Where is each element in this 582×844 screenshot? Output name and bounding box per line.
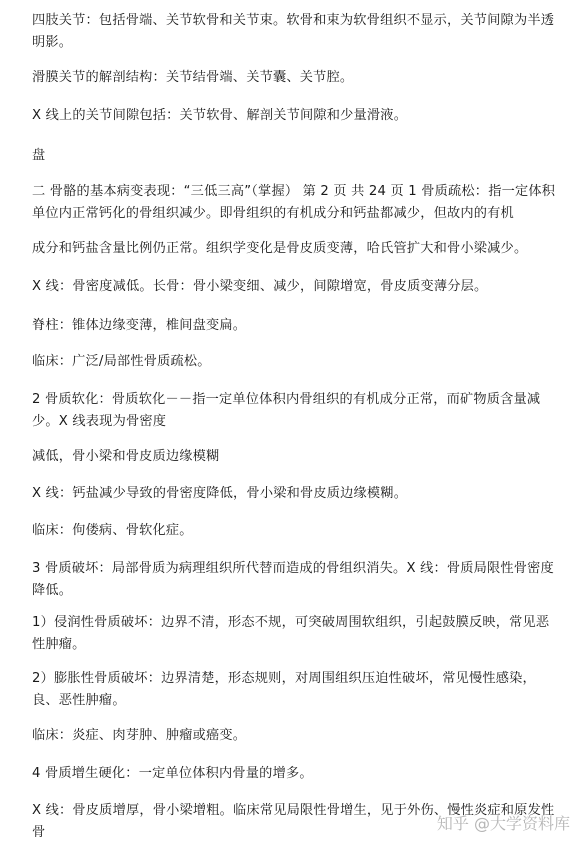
paragraph-clinical-osteomalacia: 临床：佝偻病、骨软化症。: [32, 523, 193, 538]
paragraph-clinical-destruction: 临床：炎症、肉芽肿、肿瘤或癌变。: [32, 728, 247, 743]
paragraph-clinical-osteoporosis: 临床：广泛/局部性骨质疏松。: [32, 354, 211, 369]
paragraph-osteoporosis-cont: 成分和钙盐含量比例仍正常。组织学变化是骨皮质变薄，哈氏管扩大和骨小梁减少。: [32, 241, 528, 256]
paragraph-xray-sclerosis: X 线：骨皮质增厚，骨小梁增粗。临床常见局限性骨增生，见于外伤、慢性炎症和原发性骨: [32, 803, 555, 840]
paragraph-joint-space: X 线上的关节间隙包括：关节软骨、解剖关节间隙和少量滑液。: [32, 108, 408, 123]
paragraph-osteomalacia: 2 骨质软化：骨质软化－－指一定单位体积内骨组织的有机成分正常，而矿物质含量减少。X 线表现为骨密度: [32, 392, 541, 429]
paragraph-expansive: 2）膨胀性骨质破坏：边界清楚，形态规则，对周围组织压迫性破坏，常见慢性感染，良、恶性肿瘤。: [32, 671, 536, 708]
paragraph-limb-joints: 四肢关节：包括骨端、关节软骨和关节束。软骨和束为软骨组织不显示，关节间隙为半透明影。: [32, 13, 555, 50]
watermark: 知乎 @大学资料库: [436, 814, 570, 833]
paragraph-xray-osteoporosis: X 线：骨密度减低。长骨：骨小梁变细、减少，间隙增宽，骨皮质变薄分层。: [32, 279, 488, 294]
paragraph-bone-destruction: 3 骨质破坏：局部骨质为病理组织所代替而造成的骨组织消失。X 线：骨质局限性骨密度降低。: [32, 561, 554, 598]
paragraph-disc: 盘: [32, 148, 46, 163]
paragraph-xray-osteomalacia: X 线：钙盐减少导致的骨密度降低，骨小梁和骨皮质边缘模糊。: [32, 486, 408, 501]
paragraph-synovial-joint: 滑膜关节的解剖结构：关节结骨端、关节囊、关节腔。: [32, 70, 354, 85]
paragraph-osteomalacia-cont: 减低，骨小梁和骨皮质边缘模糊: [32, 449, 220, 464]
paragraph-spine: 脊柱：锥体边缘变薄，椎间盘变扁。: [32, 318, 247, 333]
paragraph-infiltrative: 1）侵润性骨质破坏：边界不清，形态不规，可突破周围软组织，引起鼓膜反映，常见恶性肿瘤。: [32, 615, 550, 652]
paragraph-osteoporosis: 二 骨骼的基本病变表现：“三低三高”（掌握） 第 2 页 共 24 页 1 骨质疏松：指一定体积单位内正常钙化的骨组织减少。即骨组织的有机成分和钙盐都减少，但故内的有机: [32, 184, 556, 221]
paragraph-sclerosis: 4 骨质增生硬化：一定单位体积内骨量的增多。: [32, 766, 313, 781]
